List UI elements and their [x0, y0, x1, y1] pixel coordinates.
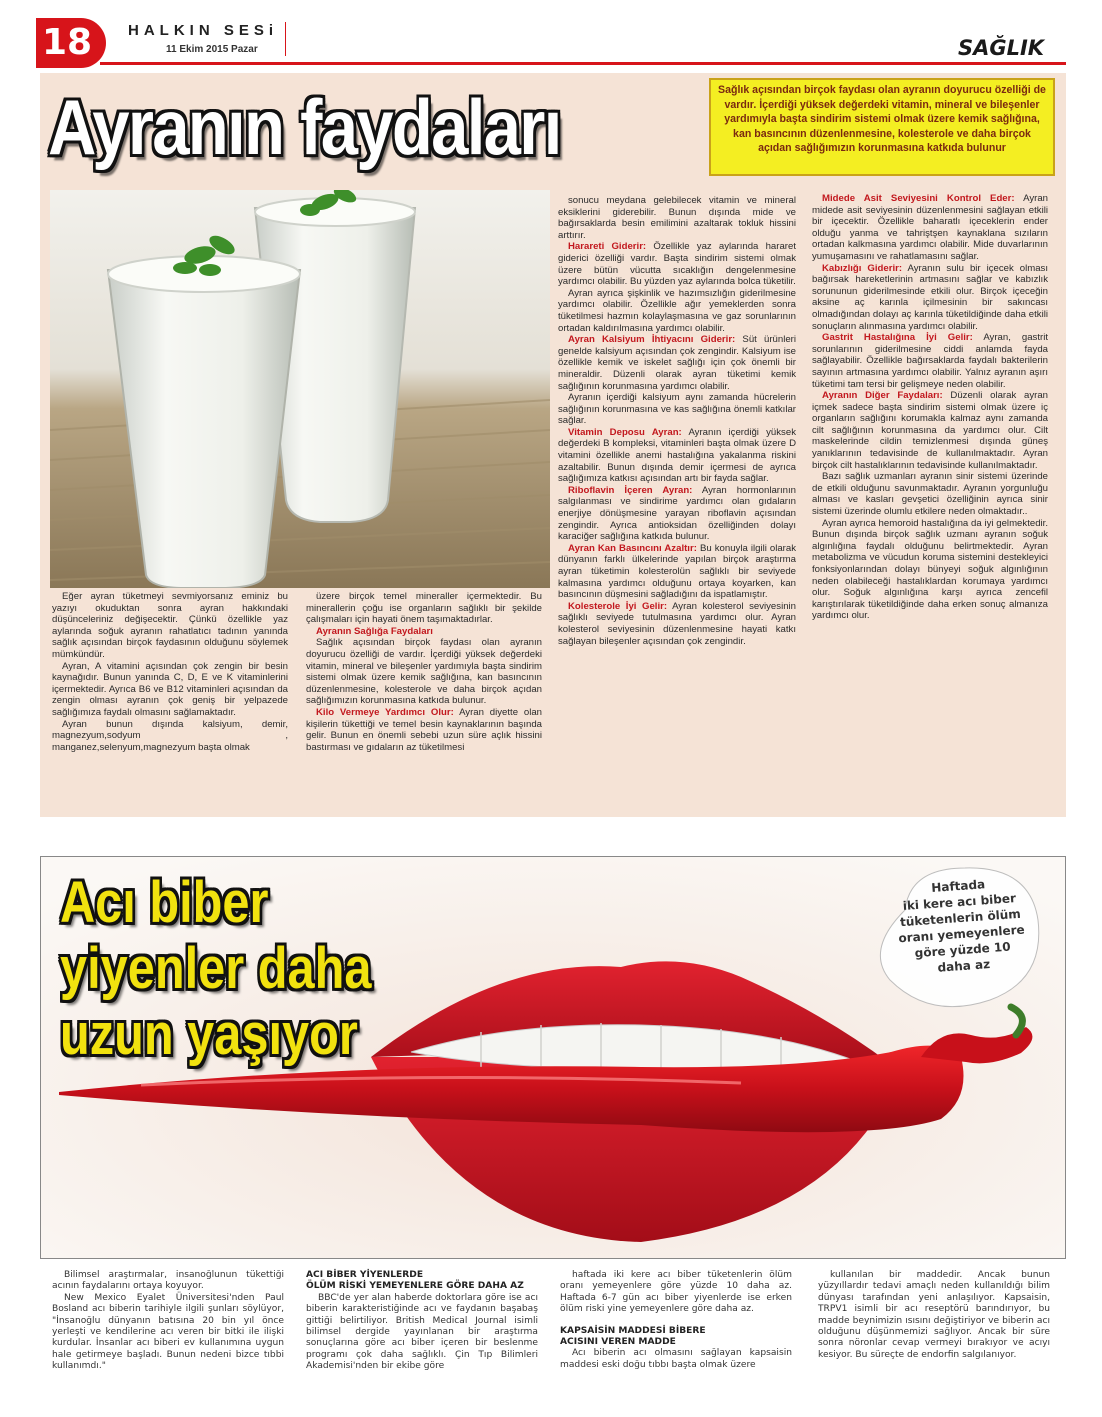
subheading: Kolesterole İyi Gelir:: [568, 600, 668, 612]
paragraph: Ayran diyette olan kişilerin tükettiği ve temel besin kaynaklarının başında gelir. Bunun en önemli sebebi uzun süre açlık hissini bastırması ve gıdaların az tüketilmesi: [306, 706, 542, 753]
callout-line: tüketenlerin ölüm: [899, 906, 1022, 930]
subheading: Kilo Vermeye Yardımcı Olur:: [316, 706, 454, 718]
ayran-column-2: [306, 591, 542, 753]
paragraph: üzere birçok temel mineraller içermektedir. Bu minerallerin çoğu ise organların sağlıklı bir şekilde çalışmaları için hayati önem taşımaktadırlar.: [306, 591, 542, 626]
paragraph: Ayran ayrıca şişkinlik ve hazımsızlığın giderilmesine yardımcı olabilir. Özellikle ağır yemeklerden sonra tüketilmesi hazmın kolaylaşmasına ve gaz sorunlarının ortadan kaldırılmasına yardımcı olabilir.: [558, 287, 796, 334]
subheading: Harareti Giderir:: [568, 241, 647, 253]
paragraph: Ayran midede asit seviyesinin düzenlenmesini sağlayan etkili bir içecektir. Özellikle baharatlı içeceklerin ender olduğu yanma ve tahriştşen kaynaklana sızıların ortadan kalkmasına yardımcı olabilir. Mide duvarlarının yumuşamasını ve rahatlamasını sağlar.: [812, 193, 1048, 262]
page-number: 18: [36, 18, 106, 68]
paragraph: sonucu meydana gelebilecek vitamin ve mineral eksiklerini giderebilir. Bunun dışında mide ve bağırsaklarda besin emilimini azaltarak tokluk hissini arttırır.: [558, 195, 796, 241]
paragraph: Ayran hormonlarının salgılanması ve sindirime yardımcı olan gıdaların enerjiye dönüşmesine yarayan riboflavin açısından zengindir. Ayrıca antioksidan özelliğinden dolayı karaciğer sağlığına katkıda bulunur.: [558, 484, 796, 543]
paragraph: Özellikle yaz aylarında hararet giderici özelliği vardır. Başta sindirim sistemi olmak üzere bütün vücutta sıcaklığın dengelenmesine yardımcı olabilir. Bu yüzden yaz aylarında bolca tüketilir.: [558, 241, 796, 288]
subheading: Ayran Kalsiyum İhtiyacını Giderir:: [568, 334, 736, 346]
pepper-column-2: [306, 1270, 538, 1373]
section-title: SAĞLIK: [958, 36, 1045, 60]
paragraph: Ayran bunun dışında kalsiyum, demir, magnezyum,sodyum , manganez,selenyum,magnezyum başta olmak: [52, 718, 288, 753]
paragraph: Acı biberin acı olmasını sağlayan kapsaisin maddesi eski doğu tıbbı başta olmak üzere: [560, 1348, 792, 1370]
headline-line: Acı biber: [60, 870, 269, 935]
paragraph: New Mexico Eyalet Üniversitesi'nden Paul Bosland acı biberin tarihiyle ilgili şunları söylüyor, "İnsanoğlu dünyanın batısına 20 bin yıl önce yerleşti ve kendilerine acı veren bir bitki ile ilişki kurdular. İnsanlar acı biberi ev kullanımına uygun hale getirmeye başladı. Bunun nedeni bizce tıbbi kullanımdı.": [52, 1292, 284, 1372]
subheading: Ayran Kan Basıncını Azaltır:: [568, 542, 697, 554]
paragraph: haftada iki kere acı biber tüketenlerin ölüm oranı yemeyenlere göre yüzde 10 daha az. Haftada 6-7 gün acı biber yiyenlerde ise erken ölüm riski yine yemeyenlere göre daha az.: [560, 1270, 792, 1315]
subheading: Ayranın Sağlığa Faydaları: [316, 625, 433, 637]
callout-line: göre yüzde 10: [914, 939, 1012, 961]
pepper-column-4: [818, 1270, 1050, 1361]
subheading: Gastrit Hastalığına İyi Gelir:: [822, 332, 973, 344]
subheading: ÖLÜM RİSKİ YEMEYENLERE GÖRE DAHA AZ: [306, 1281, 524, 1292]
callout-line: Haftada: [930, 877, 986, 895]
ayran-column-1: [52, 591, 288, 753]
paragraph: Sağlık açısından birçok faydası olan ayranın doyurucu özelliği de vardır. İçerdiği yüksek değerdeki vitamin, mineral ve bileşenler yardımıyla başta sindirim sistemi olmak üzere kemik sağlığına, kan basıncının düzenlenmesine, kolesterole ve daha birçok açıdan sağlığımızın korunmasına katkıda bulunur.: [306, 637, 542, 707]
pepper-headline: [60, 870, 371, 1068]
header-divider: [285, 22, 286, 56]
paragraph: Bu konuyla ilgili olarak dünyanın farklı ülkelerinde yapılan birçok araştırma ayran tüketimin kolesterolün sağlıklı bir seviyede kalmasına yardımcı olduğunu ortaya koyarken, kan basıncının düşmesini sağladığını da ispatlamıştır.: [558, 542, 796, 601]
paragraph: Süt ürünleri genelde kalsiyum açısından çok zengindir. Kalsiyum ise özellikle kemik ve iskelet sağlığı için çok önemli bir mineraldir. Düzenli olarak ayran tüketimi kemik sağlığının korunmasına yardımcı olabilir.: [558, 334, 796, 392]
subheading: ACI BİBER YİYENLERDE: [306, 1270, 424, 1280]
publication-name: HALKIN SESi: [128, 22, 279, 39]
paragraph: Bazı sağlık uzmanları ayranın sinir sistemi üzerinde de etkili olduğunu savunmaktadır. Ayranın yorgunluğu alması ve kasları gevşetici özelliğinin ayrıca sinir sistemi üzerinde olumlu etkilere neden olmaktadır..: [812, 471, 1048, 518]
ayran-column-4: [812, 193, 1048, 622]
subheading: Ayranın Diğer Faydaları:: [822, 390, 943, 402]
callout-line: daha az: [937, 957, 991, 975]
header-rule: [100, 62, 1066, 65]
ayran-glasses-photo: [50, 190, 550, 588]
subheading: Riboflavin İçeren Ayran:: [568, 484, 693, 496]
paragraph: Ayran kolesterol seviyesinin sağlıklı seviyede tutulmasına yardımcı olur. Ayran kolesterol seviyesinin düzenlenmesine hayati katkı sağlayan bileşenler açısından çok zengindir.: [558, 600, 797, 647]
ayran-column-3: [558, 195, 796, 647]
paragraph: BBC'de yer alan haberde doktorlara göre ise acı biberin karakteristiğinde acı ve faydanın başabaş gittiği belirtiliyor. British Medical Journal isimli bilimsel dergide yayınlanan bir araştırma sonuçlarına göre acı biber içeren bir beslenme programı çok daha sağlıklı. Çin Tıp Bilimleri Akademisi'nden bir ekibe göre: [306, 1292, 538, 1372]
headline-line: yiyenler daha: [60, 936, 372, 1001]
ayran-headline: Ayranın faydaları: [48, 83, 561, 171]
subheading: ACISINI VEREN MADDE: [560, 1337, 676, 1348]
pepper-column-3: [560, 1270, 792, 1371]
paragraph: Ayranın içerdiği yüksek değerdeki B kompleksi, vitaminleri başta olmak üzere D vitamini özellikle anemi hastalığına yakalanma riskini azaltabilir. Bunun dışında demir içermesi de ayrıca sağlığımıza katkısı açısından artı bir fayda sağlar.: [558, 426, 796, 485]
paragraph: Ayranın içerdiği kalsiyum aynı zamanda hücrelerin sağlığının korunmasına ve kas sağlığına önemli katkılar sağlar.: [558, 392, 796, 427]
pepper-callout: [870, 860, 1050, 1020]
callout-line: iki kere acı biber: [902, 891, 1017, 913]
pepper-column-1: [52, 1270, 284, 1373]
paragraph: Ayran, gastrit sorunlarının giderilmesine ciddi anlamda fayda sağlayabilir. Özellikle bağırsaklarda faydalı bakterilerin sayının artmasına yardımcı olabilir. Yalnız ayranın aşırı tüketimi tam tersi bir gelişmeye neden olabilir.: [812, 332, 1048, 390]
paragraph: Ayranın sulu bir içecek olması bağırsak hareketlerinin artmasını sağlar ve kabızlık sorununun giderilmesinde etkili olur. Birçok içeceğin aksine aç karınla içilmesinin bir sakıncası olmadığından dolayı aç karınla tüketildiğinde daha etkili sonuçların alınmasına yardımcı olabilir.: [812, 262, 1049, 332]
ayran-summary-box: Sağlık açısından birçok faydası olan ayranın doyurucu özelliği de vardır. İçerdiği yüksek değerdeki vitamin, mineral ve bileşenler yardımıyla başta sindirim sistemi olmak üzere kemik sağlığına, kan basıncının düzenlenmesine, kolesterole ve daha birçok açıdan sağlığımızın korunmasına katkıda bulunur: [709, 78, 1055, 176]
subheading: KAPSAİSİN MADDESİ BİBERE: [560, 1325, 706, 1336]
subheading: Midede Asit Seviyesini Kontrol Eder:: [822, 193, 1015, 204]
paragraph: Eğer ayran tüketmeyi sevmiyorsanız eminiz bu yazıyı okuduktan sonra ayran hakkındaki düşünceleriniz değişecektir. Çünkü özellikle yaz aylarında soğuk ayranın rahatlatıcı tadının yanında sağlık açısından birçok faydasının olduğunu söylemek mümkündür.: [52, 591, 288, 660]
paragraph: Bilimsel araştırmalar, insanoğlunun tükettiği acının faydalarını ortaya koyuyor.: [52, 1270, 284, 1292]
paragraph: kullanılan bir maddedir. Ancak bunun yüzyıllardır tedavi amaçlı neden kullanıldığı bilim dünyası tarafından yeni anlaşılıyor. Kapsaisin, TRPV1 isimli bir acı reseptörü barındırıyor, bu madde beynimizin ısısını değiştiriyor ve biberin acı olduğunu düşünmemizi sağlıyor. Ancak bir süre sonra nöronlar cevap vermeyi bırakıyor ve acıyı kesiyor. Bu süreçte de endorfin salgılanıyor.: [818, 1270, 1050, 1360]
callout-line: oranı yemeyenlere: [897, 922, 1026, 946]
subheading: Vitamin Deposu Ayran:: [568, 426, 682, 438]
paragraph: Ayran ayrıca hemoroid hastalığına da iyi gelmektedir. Bunun dışında birçok sağlık uzmanı ayranın soğuk algınlığına faydalı olduğunu belirtmektedir. Ayran metabolizma ve vücudun koruma sistemini destekleyici fonksiyonlarından dolayı bünyeyi soğuk algınlığının neden olabileceği hastalıklardan korumaya yardımcı olur. Soğuk algınlığına karşı ayrıca zencefil karıştırılarak tüketildiğinde daha erken sonuç almanıza yardımcı olur.: [812, 517, 1048, 622]
publication-date: 11 Ekim 2015 Pazar: [166, 44, 258, 55]
paragraph: Düzenli olarak ayran içmek sadece başta sindirim sistemi olmak üzere iç organların sağlığını korumakla kalmaz aynı zamanda cilt sağlığının korunmasına da yardımcı olur. Cilt maskelerinde cildin temizlenmesi dışında güneş yanıklarının tedavisinde de kullanılmaktadır. Ayran birçok cilt hastalıklarının tedavisinde kullanılmaktadır.: [812, 390, 1048, 471]
headline-line: uzun yaşıyor: [60, 1002, 358, 1067]
paragraph: Ayran, A vitamini açısından çok zengin bir besin kaynağıdır. Bunun yanında C, D, E ve K vitaminlerini içermektedir. Ayrıca B6 ve B12 vitaminleri açısından da zengin olması ayranın çok geniş bir yelpazede sağlığımıza faydalı olmasını sağlamaktadır.: [52, 660, 288, 718]
subheading: Kabızlığı Giderir:: [822, 262, 903, 274]
